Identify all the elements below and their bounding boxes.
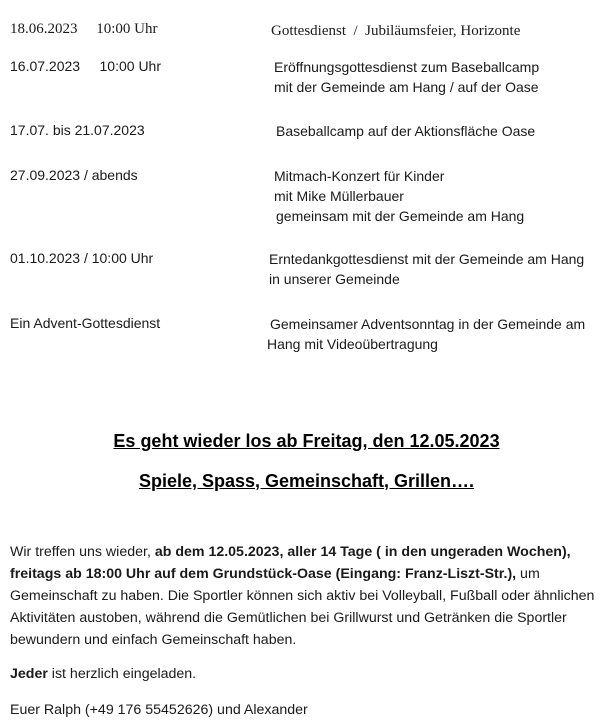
paragraph-text: Wir treffen uns wieder, [10, 544, 155, 560]
event-date: 18.06.2023 10:00 Uhr [10, 21, 158, 37]
invitation-text: ist herzlich eingeladen. [47, 666, 197, 682]
event-description: Eröffnungsgottesdienst zum Baseballcamp [274, 59, 540, 75]
paragraph-text: um Gemeinschaft zu haben. Die Sportler können sich aktiv bei Volleyball, Fußball oder ähnlichen Aktivitäten austoben, während die Gemütlichen bei Grillwurst und Getränken die Sportler bewundern und einfach Gemeinschaft haben. [10, 566, 595, 648]
event-date: 16.07.2023 10:00 Uhr [10, 58, 161, 74]
signature: Euer Ralph (+49 176 55452626) und Alexander [10, 702, 308, 718]
event-description: Baseballcamp auf der Aktionsfläche Oase [276, 123, 536, 139]
event-date: 17.07. bis 21.07.2023 [10, 122, 145, 138]
event-description: Erntedankgottesdienst mit der Gemeinde am Hang [269, 251, 585, 267]
event-description: mit Mike Müllerbauer [274, 188, 404, 204]
event-date: 27.09.2023 / abends [10, 167, 138, 183]
invitation-line [10, 663, 600, 685]
event-description: in unserer Gemeinde [269, 271, 400, 287]
event-description: Hang mit Videoübertragung [267, 336, 438, 352]
event-description: Mitmach-Konzert für Kinder [274, 168, 445, 184]
event-description: gemeinsam mit der Gemeinde am Hang [276, 208, 525, 224]
invitation-bold: Jeder [10, 666, 48, 682]
headline-restart: Es geht wieder los ab Freitag, den 12.05.2023 [113, 431, 500, 451]
event-date: Ein Advent-Gottesdienst [10, 315, 161, 331]
event-description: Gemeinsamer Adventsonntag in der Gemeinde am [270, 316, 586, 332]
event-description: Gottesdienst / Jubiläumsfeier, Horizonte [271, 23, 521, 39]
headline-activities: Spiele, Spass, Gemeinschaft, Grillen…. [138, 471, 475, 491]
description-paragraph [10, 541, 600, 651]
event-description: mit der Gemeinde am Hang / auf der Oase [274, 79, 539, 95]
paragraph-bold-text: ab dem 12.05.2023, aller 14 Tage ( in den ungeraden Wochen), freitags ab 18:00 Uhr auf dem Grundstück-Oase (Eingang: Franz-Liszt-Str.), [10, 544, 571, 582]
event-date: 01.10.2023 / 10:00 Uhr [10, 250, 154, 266]
